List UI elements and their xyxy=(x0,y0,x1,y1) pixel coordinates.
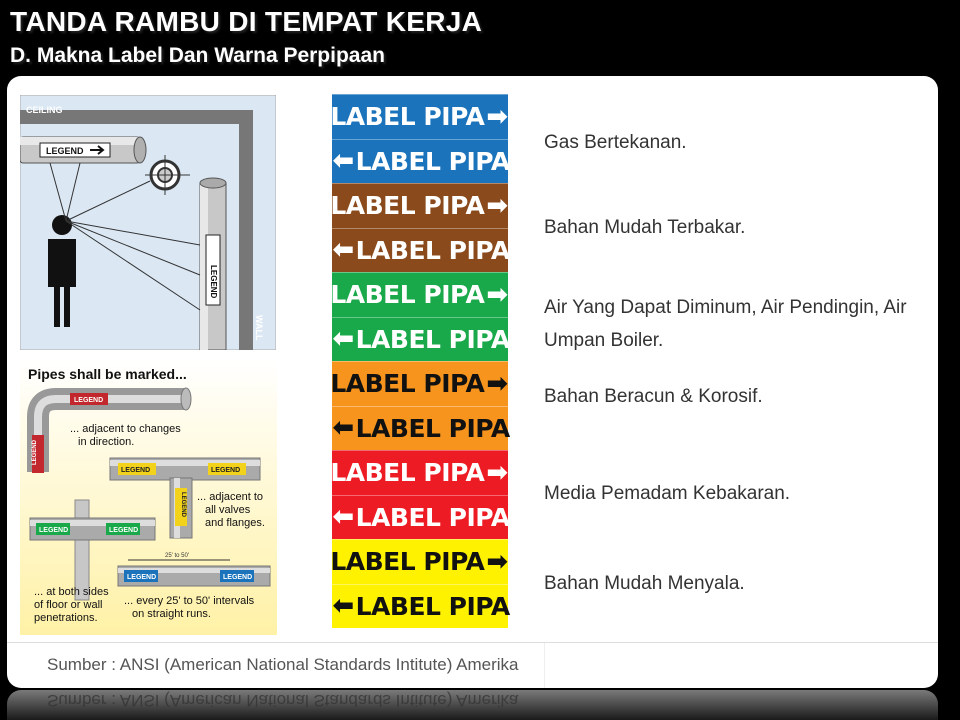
pipe-marking-illustration xyxy=(20,360,277,635)
arrow-right-icon: ➡ xyxy=(486,368,508,399)
note-interval-2: on straight runs. xyxy=(132,608,211,620)
pipe-label-blue-right xyxy=(332,94,508,139)
panel-reflection xyxy=(7,690,938,720)
tag-green-1: LEGEND xyxy=(39,527,69,534)
pipe-label-text: LABEL PIPA xyxy=(355,146,510,176)
content-panel xyxy=(7,76,938,688)
tag-green-2: LEGEND xyxy=(109,527,139,534)
tag-yellow-1: LEGEND xyxy=(121,467,151,474)
desc-flammable: Bahan Mudah Terbakar. xyxy=(544,217,746,238)
note-direction-2: in direction. xyxy=(78,436,135,448)
note-valves-1: ... adjacent to xyxy=(197,491,264,503)
tag-blue-1: LEGEND xyxy=(127,574,157,581)
desc-gas: Gas Bertekanan. xyxy=(544,132,687,153)
arrow-left-icon: ⬅ xyxy=(332,502,354,533)
arrow-left-icon: ⬅ xyxy=(332,413,354,444)
desc-combustible: Bahan Mudah Menyala. xyxy=(544,573,745,594)
pipe-label-text: LABEL PIPA xyxy=(355,502,510,532)
pipe-visibility-illustration xyxy=(20,95,276,350)
wall-text: WALL xyxy=(254,315,264,341)
pipe-label-orange-right xyxy=(332,361,508,406)
note-interval-1: ... every 25' to 50' intervals xyxy=(124,595,255,607)
arrow-right-icon: ➡ xyxy=(486,546,508,577)
arrow-right-icon: ➡ xyxy=(486,279,508,310)
desc-fire: Media Pemadam Kebakaran. xyxy=(544,483,791,504)
pipe-label-text: LABEL PIPA xyxy=(330,547,485,577)
pipe-label-text: LABEL PIPA xyxy=(355,591,510,621)
pipe-label-brown-right xyxy=(332,183,508,228)
pipe-label-yellow-right xyxy=(332,539,508,584)
pipe-label-text: LABEL PIPA xyxy=(355,235,510,265)
arrow-right-icon: ➡ xyxy=(486,101,508,132)
pipe-label-red-right xyxy=(332,450,508,495)
tag-yellow-v: LEGEND xyxy=(180,492,186,518)
pipe-label-stack xyxy=(332,94,508,628)
pipe-label-text: LABEL PIPA xyxy=(330,458,485,488)
pipe-label-orange-left xyxy=(332,406,508,451)
arrow-right-icon: ➡ xyxy=(486,457,508,488)
arrow-left-icon: ⬅ xyxy=(332,591,354,622)
desc-water-line2: Umpan Boiler. xyxy=(544,330,664,351)
tag-red-h: LEGEND xyxy=(74,397,104,404)
pipe-label-text: LABEL PIPA xyxy=(330,369,485,399)
pipe-label-brown-left xyxy=(332,228,508,273)
legend-text: LEGEND xyxy=(46,146,84,156)
note-valves-2: all valves xyxy=(205,504,251,516)
vertical-legend-text: LEGEND xyxy=(209,265,218,299)
footer-divider xyxy=(7,642,938,643)
pipe-label-blue-left xyxy=(332,139,508,184)
pipe-label-green-left xyxy=(332,317,508,362)
arrow-left-icon: ⬅ xyxy=(332,324,354,355)
slide-subtitle: D. Makna Label Dan Warna Perpipaan xyxy=(10,44,385,67)
pipe-label-yellow-left xyxy=(332,584,508,629)
pipe-label-text: LABEL PIPA xyxy=(330,280,485,310)
note-floor-1: ... at both sides xyxy=(34,586,109,598)
pipe-label-red-left xyxy=(332,495,508,540)
arrow-left-icon: ⬅ xyxy=(332,235,354,266)
slide-title: TANDA RAMBU DI TEMPAT KERJA xyxy=(10,6,483,37)
pipe-label-green-right xyxy=(332,272,508,317)
tag-red-v: LEGEND xyxy=(32,439,38,465)
note-floor-3: penetrations. xyxy=(34,612,98,624)
pipe-label-text: LABEL PIPA xyxy=(355,413,510,443)
arrow-left-icon: ⬅ xyxy=(332,146,354,177)
dim-label: 25' to 50' xyxy=(165,553,189,559)
note-direction-1: ... adjacent to changes xyxy=(70,423,181,435)
tag-yellow-2: LEGEND xyxy=(211,467,241,474)
pipe-label-text: LABEL PIPA xyxy=(330,191,485,221)
note-floor-2: of floor or wall xyxy=(34,599,103,611)
note-valves-3: and flanges. xyxy=(205,517,265,529)
marking-heading: Pipes shall be marked... xyxy=(28,366,187,382)
reflected-source-citation: Sumber : ANSI (American National Standards Intitute) Amerika xyxy=(47,691,519,710)
ceiling-text: CEILING xyxy=(26,105,63,115)
source-citation: Sumber : ANSI (American National Standards Intitute) Amerika xyxy=(47,655,519,674)
desc-water-line1: Air Yang Dapat Diminum, Air Pendingin, Air xyxy=(544,297,907,318)
pipe-label-text: LABEL PIPA xyxy=(330,102,485,132)
footer-vertical-divider xyxy=(544,643,545,688)
desc-toxic: Bahan Beracun & Korosif. xyxy=(544,386,763,407)
pipe-label-text: LABEL PIPA xyxy=(355,324,510,354)
tag-blue-2: LEGEND xyxy=(223,574,253,581)
arrow-right-icon: ➡ xyxy=(486,190,508,221)
